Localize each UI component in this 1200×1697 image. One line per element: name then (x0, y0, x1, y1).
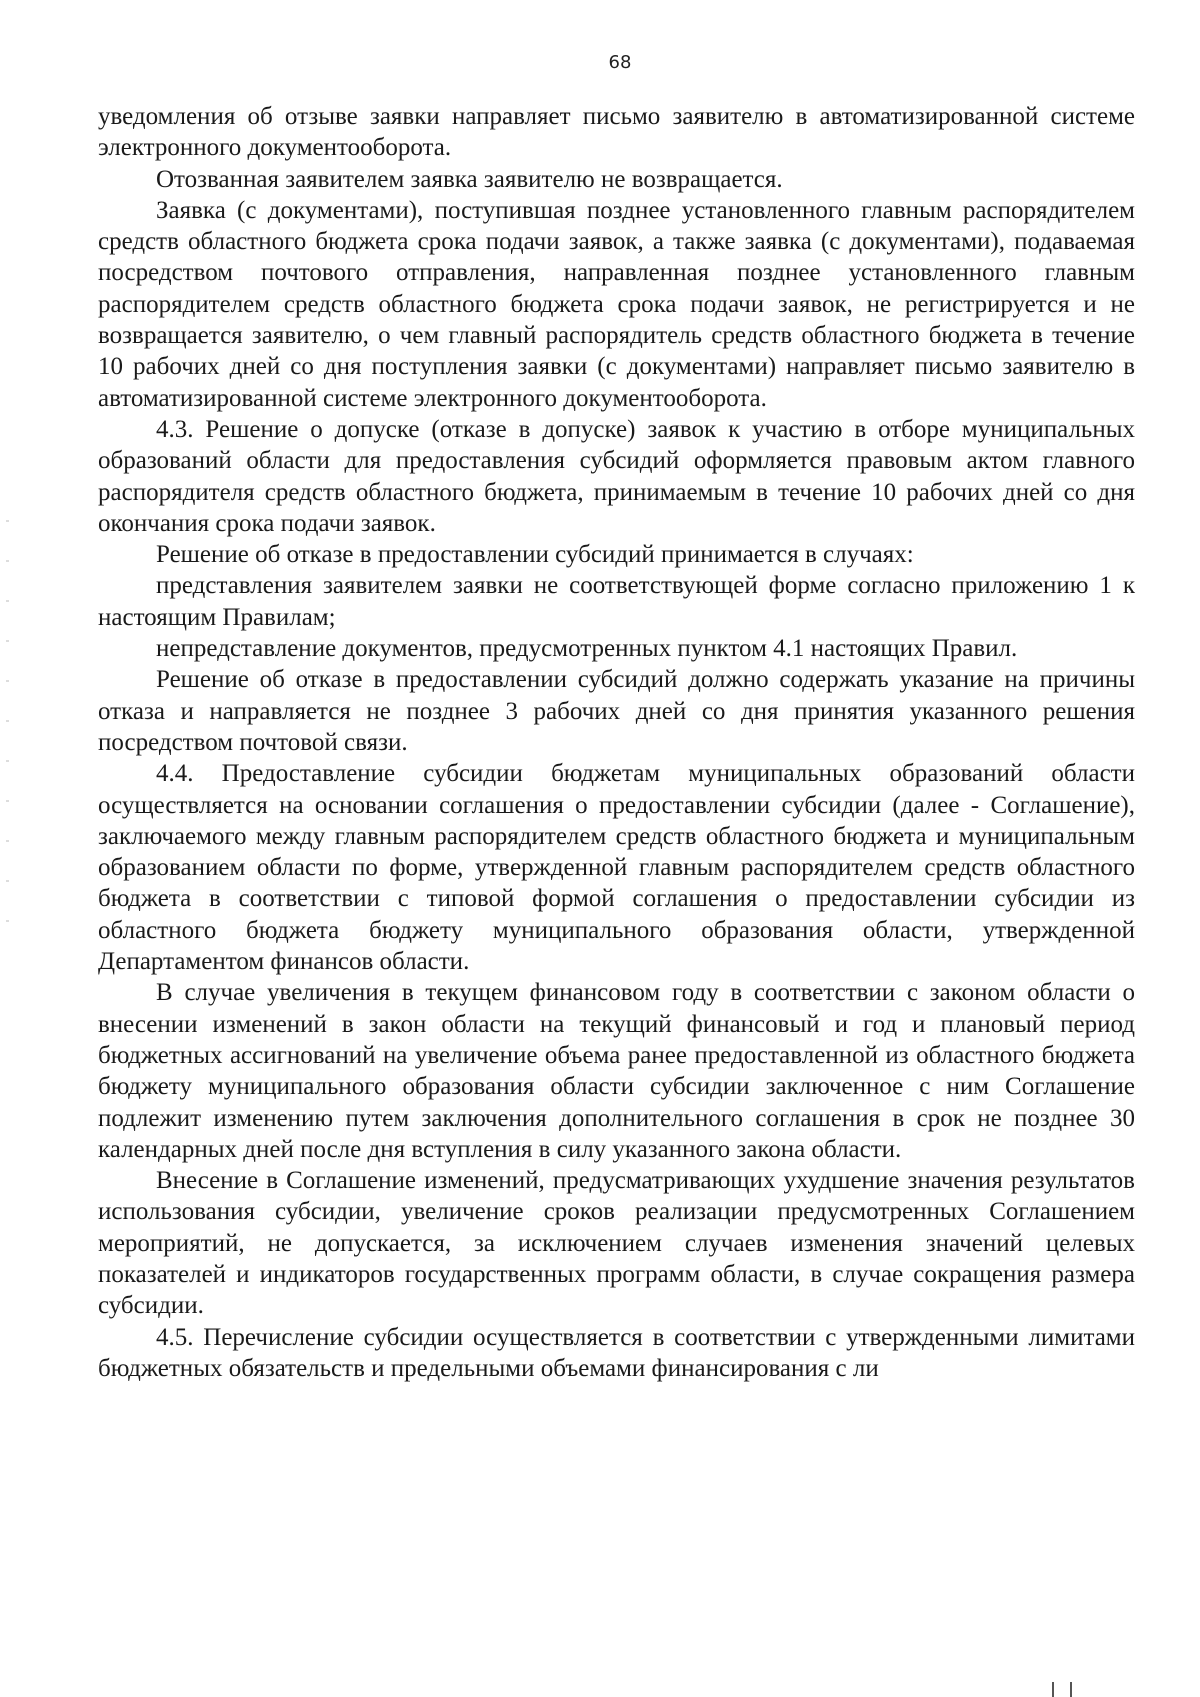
paragraph-4-3: 4.3. Решение о допуске (отказе в допуске) заявок к участию в отборе муниципальных образований области для предоставления субсидий оформляется правовым актом главного распорядителя средств областного бюджета, принимаемым в течение 10 рабочих дней со дня окончания срока подачи заявок. (98, 415, 1135, 537)
paragraph-2: Отозванная заявителем заявка заявителю не возвращается. (156, 165, 783, 193)
document-body (98, 101, 1135, 1384)
paragraph-3: Заявка (с документами), поступившая позднее установленного главным распорядителем средств областного бюджета срока подачи заявок, а также заявка (с документами), подаваемая посредством почтового отправления, направленная позднее установленного главным распорядителем средств областного бюджета срока подачи заявок, не регистрируется и не возвращается заявителю, о чем главный распорядитель средств областного бюджета в течение 10 рабочих дней со дня поступления заявки (с документами) направляет письмо заявителю в автоматизированной системе электронного документооборота. (98, 196, 1135, 412)
page-number: 68 (608, 52, 632, 73)
paragraph-1: уведомления об отзыве заявки направляет письмо заявителю в автоматизированной системе электронного документооборота. (98, 103, 1135, 162)
edge-mark (1070, 1682, 1072, 1697)
paragraph-7: непредставление документов, предусмотренных пунктом 4.1 настоящих Правил. (156, 635, 1018, 663)
paragraph-10: В случае увеличения в текущем финансовом году в соответствии с законом области о внесении изменений в закон области на текущий финансовый и год и плановый период бюджетных ассигнований на увеличение объема ранее предоставленной из областного бюджета бюджету муниципального образования области субсидии заключенное с ним Соглашение подлежит изменению путем заключения дополнительного соглашения в срок не позднее 30 календарных дней после дня вступления в силу указанного закона области. (98, 979, 1135, 1163)
paragraph-4-4: 4.4. Предоставление субсидии бюджетам муниципальных образований области осуществляется на основании соглашения о предоставлении субсидии (далее - Соглашение), заключаемого между главным распорядителем средств областного бюджета и муниципальным образованием области по форме, утвержденной главным распорядителем средств областного бюджета в соответствии с типовой формой соглашения о предоставлении субсидии из областного бюджета бюджету муниципального образования области, утвержденной Департаментом финансов области. (98, 760, 1135, 976)
paragraph-8: Решение об отказе в предоставлении субсидий должно содержать указание на причины отказа и направляется не позднее 3 рабочих дней со дня принятия указанного решения посредством почтовой связи. (98, 666, 1135, 756)
paragraph-6: представления заявителем заявки не соответствующей форме согласно приложению 1 к настоящим Правилам; (98, 572, 1135, 631)
paragraph-11: Внесение в Соглашение изменений, предусматривающих ухудшение значения результатов использования субсидии, увеличение сроков реализации предусмотренных Соглашением мероприятий, не допускается, за исключением случаев изменения значений целевых показателей и индикаторов государственных программ области, в случае сокращения размера субсидии. (98, 1167, 1135, 1320)
scan-edge-marks (1052, 1682, 1092, 1697)
scan-margin-marks (6, 520, 9, 940)
paragraph-5: Решение об отказе в предоставлении субсидий принимается в случаях: (156, 541, 914, 569)
edge-mark (1052, 1682, 1054, 1697)
paragraph-4-5: 4.5. Перечисление субсидии осуществляется в соответствии с утвержденными лимитами бюджетных обязательств и предельными объемами финансирования с ли (98, 1323, 1135, 1382)
